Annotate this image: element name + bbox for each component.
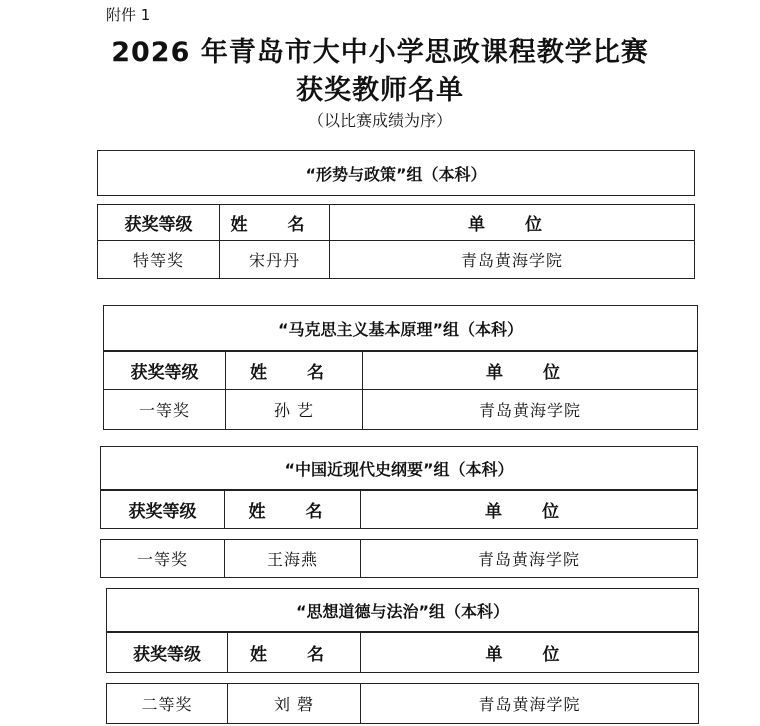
page-title-line2: 获奖教师名单 [296,75,464,106]
award-group [103,305,698,430]
header-award: 获奖等级 [104,352,226,390]
award-table-body [100,539,698,578]
group-title: “马克思主义基本原理”组（本科） [103,305,698,351]
header-award: 获奖等级 [107,633,228,673]
group-title: “形势与政策”组（本科） [97,150,695,196]
table-header-row [101,491,698,529]
header-name: 姓 名 [225,491,361,529]
attachment-label: 附件 1 [106,6,151,24]
award-group [97,150,695,279]
header-unit: 单 位 [330,205,695,241]
cell-unit: 青岛黄海学院 [361,540,698,578]
cell-name: 刘 磬 [228,684,361,724]
table-row [107,684,699,724]
page-subtitle: （以比赛成绩为序） [307,111,452,130]
cell-award: 特等奖 [98,241,220,279]
table-header-row [98,205,695,241]
award-table [100,490,698,529]
cell-name: 宋丹丹 [220,241,330,279]
header-award: 获奖等级 [98,205,220,241]
award-table [103,351,698,430]
header-unit: 单 位 [361,491,698,529]
award-table [97,204,695,279]
award-group [106,588,699,724]
cell-unit: 青岛黄海学院 [363,390,698,430]
group-title: “思想道德与法治”组（本科） [106,588,699,632]
cell-name: 孙 艺 [226,390,363,430]
cell-name: 王海燕 [225,540,361,578]
header-name: 姓 名 [226,352,363,390]
page-title: 2026 年青岛市大中小学思政课程教学比赛 [111,37,649,68]
cell-award: 二等奖 [107,684,228,724]
cell-unit: 青岛黄海学院 [330,241,695,279]
table-row [98,241,695,279]
header-unit: 单 位 [363,352,698,390]
group-title: “中国近现代史纲要”组（本科） [100,446,698,490]
header-unit: 单 位 [361,633,699,673]
table-header-row [104,352,698,390]
table-header-row [107,633,699,673]
award-group [100,446,698,578]
header-name: 姓 名 [220,205,330,241]
cell-unit: 青岛黄海学院 [361,684,699,724]
cell-award: 一等奖 [104,390,226,430]
header-name: 姓 名 [228,633,361,673]
award-table [106,632,699,673]
cell-award: 一等奖 [101,540,225,578]
header-award: 获奖等级 [101,491,225,529]
table-row [104,390,698,430]
table-row [101,540,698,578]
award-table-body [106,683,699,724]
